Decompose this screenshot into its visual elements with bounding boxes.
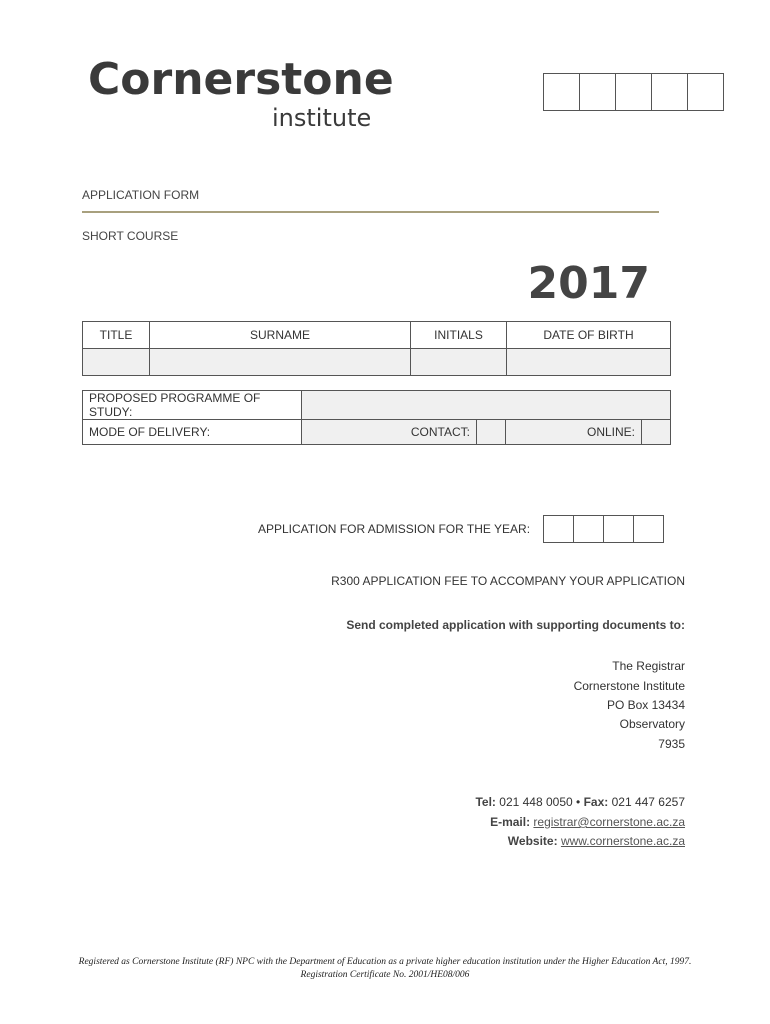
email-line: [490, 815, 685, 829]
bullet-separator: •: [576, 795, 581, 809]
mode-of-delivery-label: MODE OF DELIVERY:: [83, 420, 302, 445]
proposed-programme-field[interactable]: [302, 391, 671, 420]
website-line: [508, 834, 685, 848]
fax-value: 021 447 6257: [611, 795, 685, 809]
ref-box[interactable]: [616, 74, 652, 110]
divider: [82, 211, 659, 213]
admission-year-label: APPLICATION FOR ADMISSION FOR THE YEAR:: [258, 522, 531, 536]
proposed-programme-label: PROPOSED PROGRAMME OF STUDY:: [83, 391, 302, 420]
year-digit-box[interactable]: [604, 516, 634, 542]
online-checkbox[interactable]: [642, 420, 671, 445]
email-link[interactable]: registrar@cornerstone.ac.za: [533, 815, 685, 829]
form-subtitle: SHORT COURSE: [82, 229, 179, 243]
address-line: 7935: [658, 737, 685, 751]
address-line: Cornerstone Institute: [573, 679, 685, 693]
footer-registration: Registered as Cornerstone Institute (RF) NPC with the Department of Education as a private higher education institution under the Higher Education Act, 1997.: [78, 957, 692, 967]
logo-wordmark: Cornerstone: [88, 54, 394, 105]
year-digit-box[interactable]: [634, 516, 663, 542]
form-year: 2017: [527, 258, 650, 309]
ref-box[interactable]: [688, 74, 723, 110]
contact-label: CONTACT:: [302, 420, 477, 445]
footer: [0, 956, 770, 982]
programme-table: [82, 390, 671, 445]
logo-subtitle: institute: [272, 104, 372, 132]
website-label: Website:: [507, 834, 558, 848]
year-digit-box[interactable]: [544, 516, 574, 542]
personal-details-table: [82, 321, 671, 376]
address-line: PO Box 13434: [606, 698, 685, 712]
phone-fax-line: [475, 795, 685, 809]
tel-label: Tel:: [475, 795, 496, 809]
header-date-of-birth: DATE OF BIRTH: [507, 322, 671, 349]
ref-box[interactable]: [544, 74, 580, 110]
send-note: Send completed application with supporting documents to:: [346, 618, 685, 632]
tel-value: 021 448 0050: [499, 795, 573, 809]
surname-field[interactable]: [150, 349, 411, 376]
ref-box[interactable]: [580, 74, 616, 110]
reference-number-boxes[interactable]: [543, 73, 724, 111]
admission-year-boxes[interactable]: [543, 515, 664, 543]
form-title: APPLICATION FORM: [82, 188, 200, 202]
initials-field[interactable]: [411, 349, 507, 376]
address-line: Observatory: [619, 717, 685, 731]
email-label: E-mail:: [490, 815, 531, 829]
online-label: ONLINE:: [506, 420, 642, 445]
contact-checkbox[interactable]: [477, 420, 506, 445]
header-title: TITLE: [83, 322, 150, 349]
date-of-birth-field[interactable]: [507, 349, 671, 376]
footer-certificate: Registration Certificate No. 2001/HE08/006: [300, 970, 470, 980]
address-line: The Registrar: [612, 659, 685, 673]
title-field[interactable]: [83, 349, 150, 376]
website-link[interactable]: www.cornerstone.ac.za: [560, 834, 685, 848]
fee-note: R300 APPLICATION FEE TO ACCOMPANY YOUR APPLICATION: [331, 574, 685, 588]
year-digit-box[interactable]: [574, 516, 604, 542]
ref-box[interactable]: [652, 74, 688, 110]
header-initials: INITIALS: [411, 322, 507, 349]
fax-label: Fax:: [583, 795, 609, 809]
header-surname: SURNAME: [150, 322, 411, 349]
